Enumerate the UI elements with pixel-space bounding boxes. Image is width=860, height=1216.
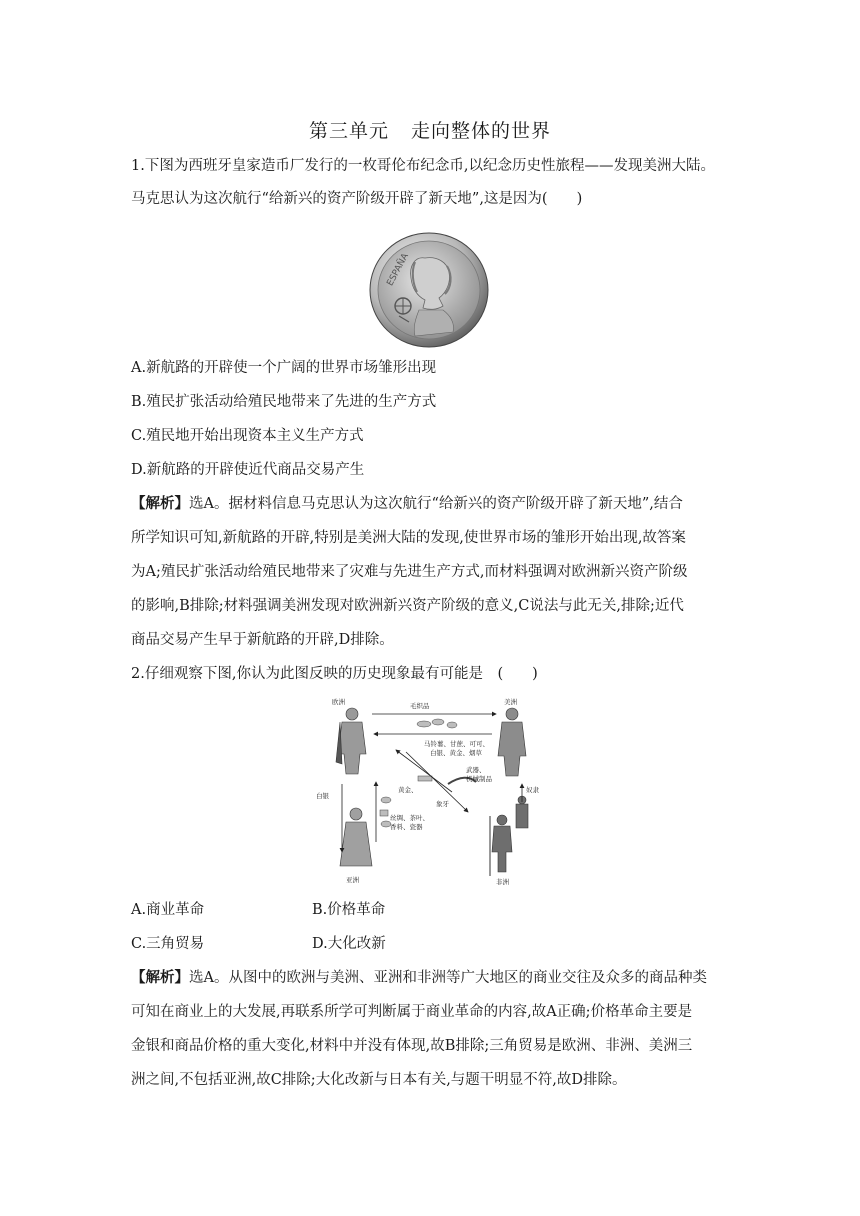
q2-stem: 2.仔细观察下图,你认为此图反映的历史现象最有可能是 ( ) bbox=[131, 666, 538, 682]
q1-analysis-line1 bbox=[131, 494, 741, 514]
q2-option-d: D.大化改新 bbox=[312, 936, 386, 952]
label-silver: 白银 bbox=[316, 792, 329, 800]
q2-option-a: A.商业革命 bbox=[131, 902, 205, 918]
q2-analysis-line4: 洲之间,不包括亚洲,故C排除;大化改新与日本有关,与题干明显不符,故D排除。 bbox=[131, 1072, 627, 1088]
europe-figure bbox=[336, 708, 366, 774]
q1-analysis-text1: 选A。据材料信息马克思认为这次航行“给新兴的资产阶级开辟了新天地”,结合 bbox=[189, 496, 683, 512]
label-goods-line1: 马铃薯、甘蔗、可可、 bbox=[424, 740, 489, 748]
q2-option-b: B.价格革命 bbox=[312, 902, 386, 918]
label-weapons-line1: 武器、 bbox=[466, 766, 486, 774]
q1-analysis-line4: 的影响,B排除;材料强调美洲发现对欧洲新兴资产阶级的意义,C说法与此无关,排除;近代 bbox=[131, 598, 684, 614]
q1-stem-line1: 1.下图为西班牙皇家造币厂发行的一枚哥伦布纪念币,以纪念历史性旅程——发现美洲大陆。 bbox=[131, 158, 715, 174]
label-gold: 黄金、 bbox=[398, 786, 418, 794]
q1-option-c: C.殖民地开始出现资本主义生产方式 bbox=[131, 428, 364, 444]
label-goods-line2: 白银、黄金、烟草 bbox=[430, 749, 482, 757]
unit-title-part1: 第三单元 bbox=[308, 120, 389, 142]
columbus-coin-image bbox=[369, 232, 489, 348]
q1-stem-line2: 马克思认为这次航行“给新兴的资产阶级开辟了新天地”,这是因为( ) bbox=[131, 191, 583, 207]
asia-figure bbox=[340, 808, 372, 866]
q2-analysis-line3: 金银和商品价格的重大变化,材料中并没有体现,故B排除;三角贸易是欧洲、非洲、美洲三 bbox=[131, 1038, 693, 1054]
label-asia-goods-line1: 丝绸、茶叶、 bbox=[390, 814, 429, 822]
q1-analysis-line3: 为A;殖民扩张活动给殖民地带来了灾难与先进生产方式,而材料强调对欧洲新兴资产阶级 bbox=[131, 564, 688, 580]
q1-option-d: D.新航路的开辟使近代商品交易产生 bbox=[131, 462, 365, 478]
label-asia-goods-line2: 香料、瓷器 bbox=[390, 823, 423, 831]
label-africa: 非洲 bbox=[496, 878, 509, 886]
unit-title-part2: 走向整体的世界 bbox=[411, 120, 552, 142]
q2-analysis-text1: 选A。从图中的欧洲与美洲、亚洲和非洲等广大地区的商业交往及众多的商品种类 bbox=[189, 970, 707, 986]
label-europe: 欧洲 bbox=[332, 698, 345, 706]
label-asia: 亚洲 bbox=[346, 876, 359, 884]
america-figure bbox=[498, 708, 526, 776]
q1-analysis-line2: 所学知识可知,新航路的开辟,特别是美洲大陆的发现,使世界市场的雏形开始出现,故答案 bbox=[131, 530, 686, 546]
unit-title bbox=[0, 116, 860, 143]
q1-option-b: B.殖民扩张活动给殖民地带来了先进的生产方式 bbox=[131, 394, 437, 410]
label-america: 美洲 bbox=[504, 698, 517, 706]
label-ivory: 象牙 bbox=[436, 800, 449, 808]
coin-text: ESPAÑA bbox=[385, 251, 411, 288]
q2-analysis-line2: 可知在商业上的大发展,再联系所学可判断属于商业革命的内容,故A正确;价格革命主要是 bbox=[131, 1004, 693, 1020]
label-slaves: 奴隶 bbox=[526, 786, 539, 794]
africa-figure bbox=[490, 796, 528, 876]
q2-option-c: C.三角贸易 bbox=[131, 936, 205, 952]
q1-analysis-label: 【解析】 bbox=[131, 495, 189, 512]
q2-analysis-line1 bbox=[131, 968, 741, 988]
q2-analysis-label: 【解析】 bbox=[131, 969, 189, 986]
q1-analysis-line5: 商品交易产生早于新航路的开辟,D排除。 bbox=[131, 632, 394, 648]
q1-option-a: A.新航路的开辟使一个广阔的世界市场雏形出现 bbox=[131, 360, 437, 376]
trade-diagram bbox=[300, 692, 540, 888]
label-weapons-line2: 机械制品 bbox=[466, 775, 492, 783]
label-wool: 毛织品 bbox=[410, 702, 430, 710]
